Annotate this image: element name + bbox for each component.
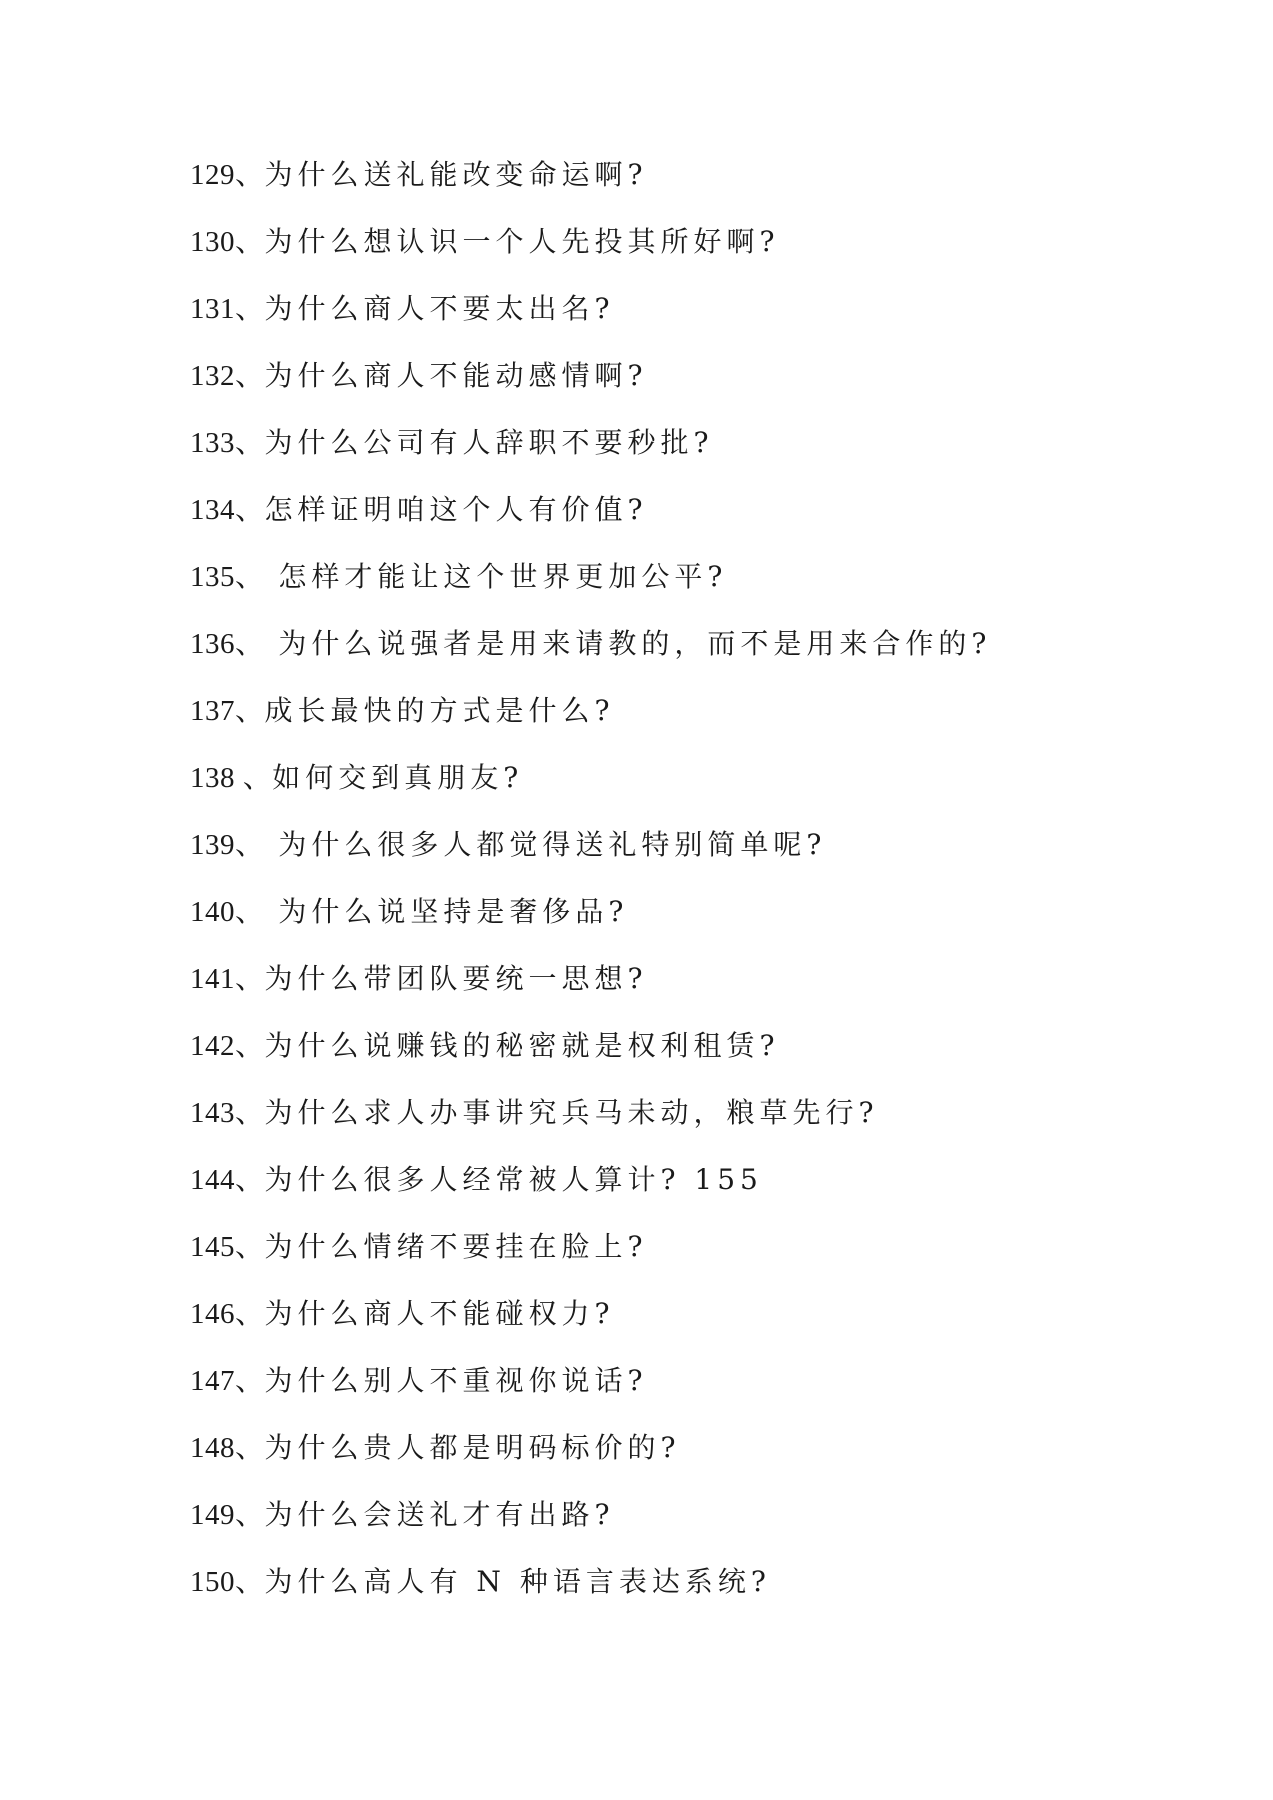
list-item — [190, 1029, 1190, 1096]
question-number: 147、 — [190, 1365, 265, 1397]
list-item — [190, 828, 1190, 895]
question-number: 146、 — [190, 1298, 265, 1330]
list-item — [190, 1498, 1190, 1565]
list-item — [190, 694, 1190, 761]
question-number: 135、 — [190, 561, 265, 593]
question-number: 132、 — [190, 360, 265, 392]
question-text: 为什么说赚钱的秘密就是权利租赁? — [264, 1029, 780, 1062]
question-number: 141、 — [190, 963, 265, 995]
question-number: 149、 — [190, 1499, 265, 1531]
question-number: 129、 — [190, 159, 265, 191]
question-number: 134、 — [190, 494, 265, 526]
question-text: 为什么贵人都是明码标价的? — [264, 1431, 681, 1464]
question-list — [190, 158, 1190, 1632]
question-text: 为什么别人不重视你说话? — [264, 1364, 648, 1397]
list-item — [190, 962, 1190, 1029]
question-number: 131、 — [190, 293, 265, 325]
question-text: 如何交到真朋友? — [272, 761, 524, 794]
list-item — [190, 1565, 1190, 1632]
list-item — [190, 1163, 1190, 1230]
question-text: 为什么商人不能动感情啊? — [264, 359, 648, 392]
list-item — [190, 1230, 1190, 1297]
question-number: 137、 — [190, 695, 265, 727]
question-text: 为什么商人不要太出名? — [264, 292, 615, 325]
question-number: 140、 — [190, 896, 265, 928]
list-item — [190, 158, 1190, 225]
question-text: 为什么想认识一个人先投其所好啊? — [264, 225, 780, 258]
list-item — [190, 426, 1190, 493]
list-item — [190, 1297, 1190, 1364]
list-item — [190, 292, 1190, 359]
list-item — [190, 1096, 1190, 1163]
question-text: 怎样证明咱这个人有价值? — [264, 493, 648, 526]
list-item — [190, 761, 1190, 828]
question-text: 为什么会送礼才有出路? — [264, 1498, 615, 1531]
question-number: 138 、 — [190, 762, 273, 794]
question-number: 136、 — [190, 628, 265, 660]
question-text: 怎样才能让这个世界更加公平? — [264, 560, 728, 593]
question-number: 145、 — [190, 1231, 265, 1263]
question-number: 142、 — [190, 1030, 265, 1062]
question-text: 为什么很多人都觉得送礼特别简单呢? — [264, 828, 827, 861]
list-item — [190, 493, 1190, 560]
question-text: 为什么很多人经常被人算计? 155 — [264, 1163, 763, 1196]
list-item — [190, 1431, 1190, 1498]
list-item — [190, 627, 1190, 694]
question-text: 成长最快的方式是什么? — [264, 694, 615, 727]
question-text: 为什么高人有 N 种语言表达系统? — [264, 1565, 771, 1598]
list-item — [190, 225, 1190, 292]
question-number: 144、 — [190, 1164, 265, 1196]
question-text: 为什么送礼能改变命运啊? — [264, 158, 648, 191]
question-number: 139、 — [190, 829, 265, 861]
question-number: 133、 — [190, 427, 265, 459]
question-text: 为什么商人不能碰权力? — [264, 1297, 615, 1330]
question-text: 为什么说坚持是奢侈品? — [264, 895, 629, 928]
question-text: 为什么情绪不要挂在脸上? — [264, 1230, 648, 1263]
question-text: 为什么公司有人辞职不要秒批? — [264, 426, 714, 459]
list-item — [190, 359, 1190, 426]
list-item — [190, 560, 1190, 627]
question-number: 130、 — [190, 226, 265, 258]
question-text: 为什么说强者是用来请教的，而不是用来合作的? — [264, 627, 992, 660]
question-number: 143、 — [190, 1097, 265, 1129]
question-text: 为什么带团队要统一思想? — [264, 962, 648, 995]
question-number: 148、 — [190, 1432, 265, 1464]
question-text: 为什么求人办事讲究兵马未动，粮草先行? — [264, 1096, 879, 1129]
list-item — [190, 1364, 1190, 1431]
list-item — [190, 895, 1190, 962]
question-number: 150、 — [190, 1566, 265, 1598]
